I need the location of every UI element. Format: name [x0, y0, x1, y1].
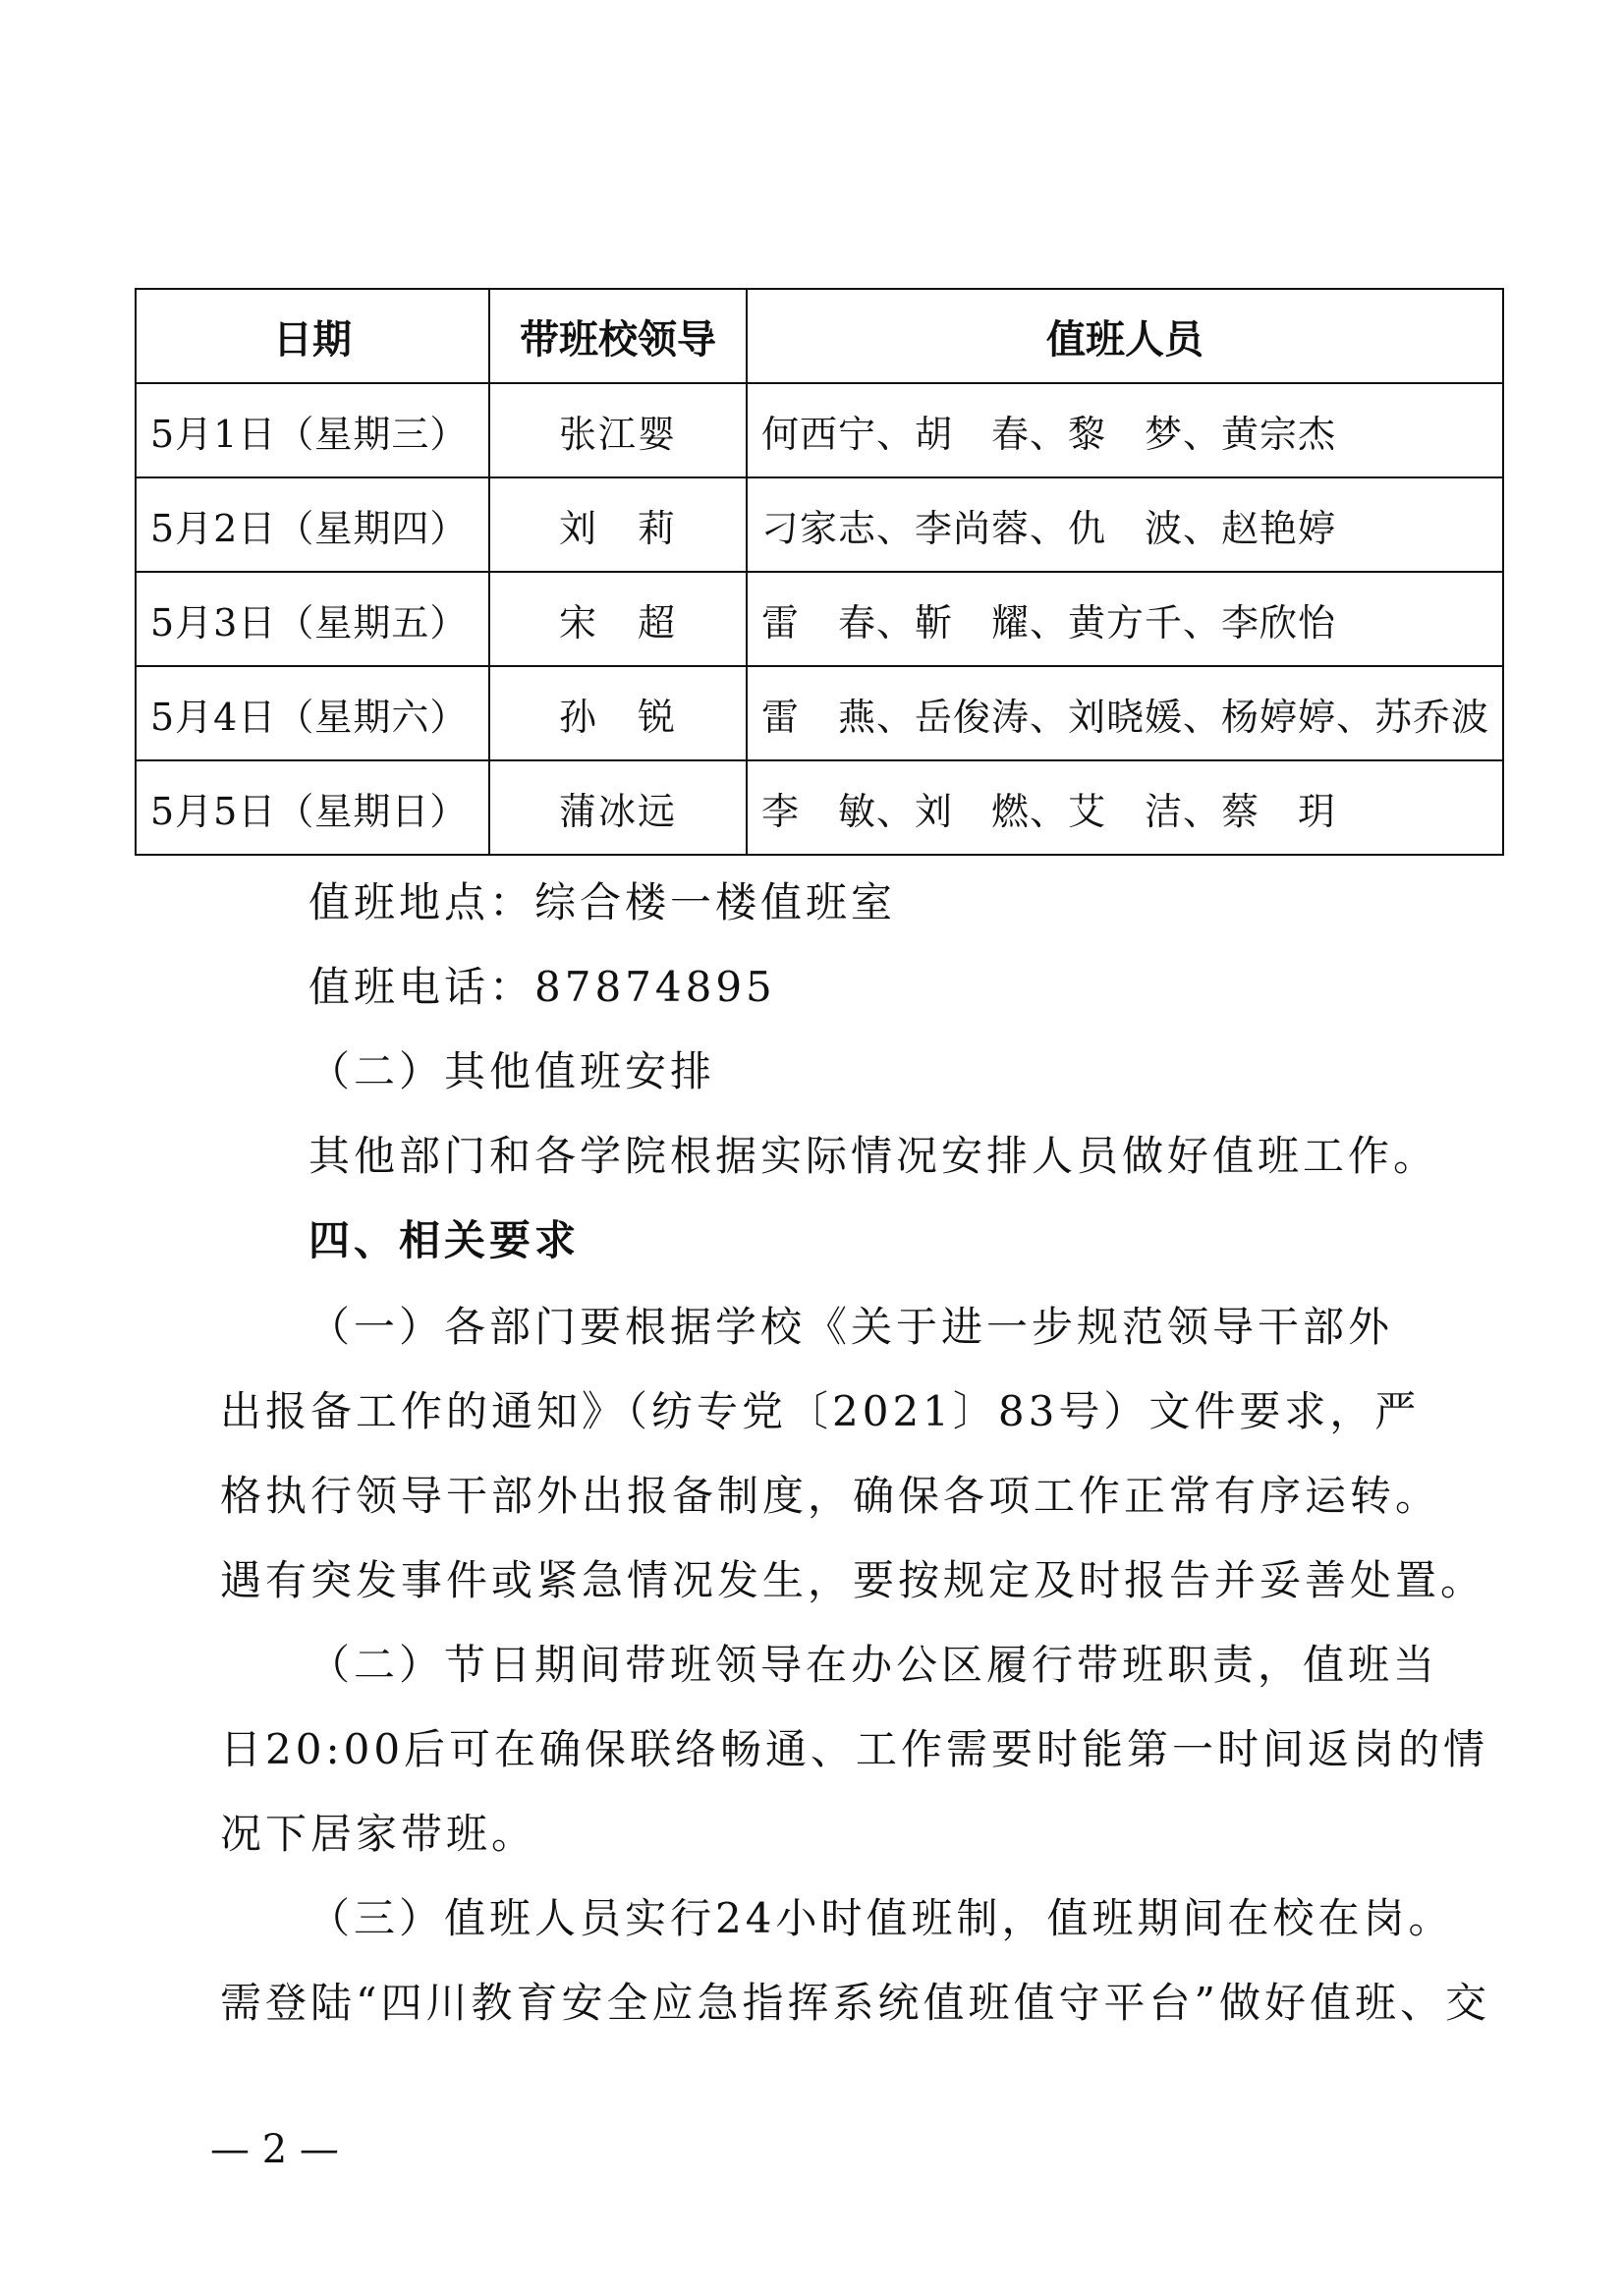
section-other-text: 其他部门和各学院根据实际情况安排人员做好值班工作。 — [308, 1132, 1439, 1180]
requirement-1-line-4: 遇有突发事件或紧急情况发生，要按规定及时报告并妥善处置。 — [220, 1556, 1486, 1604]
table-row — [136, 666, 1503, 760]
row-date: 5月2日（星期四） — [136, 477, 489, 572]
row-leader: 孙 锐 — [489, 666, 747, 760]
duty-location: 值班地点：综合楼一楼值班室 — [308, 878, 897, 926]
row-leader: 蒲冰远 — [489, 760, 747, 855]
table-row — [136, 383, 1503, 477]
requirement-3-line-2: 需登陆“四川教育安全应急指挥系统值班值守平台”做好值班、交 — [220, 1979, 1490, 2027]
requirement-1-line-1: （一）各部门要根据学校《关于进一步规范领导干部外 — [308, 1303, 1394, 1351]
row-staff: 刁家志、李尚蓉、仇 波、赵艳婷 — [747, 477, 1503, 572]
header-staff: 值班人员 — [747, 289, 1503, 383]
page-number: — 2 — — [210, 2127, 339, 2172]
row-date: 5月5日（星期日） — [136, 760, 489, 855]
requirement-2-line-1: （二）节日期间带班领导在办公区履行带班职责，值班当 — [308, 1641, 1439, 1689]
requirement-1-line-3: 格执行领导干部外出报备制度，确保各项工作正常有序运转。 — [220, 1472, 1441, 1520]
table-row — [136, 760, 1503, 855]
row-date: 5月3日（星期五） — [136, 572, 489, 666]
row-leader: 刘 莉 — [489, 477, 747, 572]
row-staff: 雷 春、靳 耀、黄方千、李欣怡 — [747, 572, 1503, 666]
table-row — [136, 572, 1503, 666]
row-date: 5月4日（星期六） — [136, 666, 489, 760]
table-header-row — [136, 289, 1503, 383]
table-row — [136, 477, 1503, 572]
requirement-1-line-2: 出报备工作的通知》（纺专党〔2021〕83号）文件要求，严 — [220, 1387, 1421, 1435]
row-staff: 李 敏、刘 燃、艾 洁、蔡 玥 — [747, 760, 1503, 855]
row-staff: 雷 燕、岳俊涛、刘晓媛、杨婷婷、苏乔波 — [747, 666, 1503, 760]
requirement-3-line-1: （三）值班人员实行24小时值班制，值班期间在校在岗。 — [308, 1894, 1454, 1942]
header-leader: 带班校领导 — [489, 289, 747, 383]
header-date: 日期 — [136, 289, 489, 383]
row-staff: 何西宁、胡 春、黎 梦、黄宗杰 — [747, 383, 1503, 477]
row-leader: 张江婴 — [489, 383, 747, 477]
duty-schedule-table — [135, 288, 1504, 856]
row-leader: 宋 超 — [489, 572, 747, 666]
section4-title: 四、相关要求 — [308, 1216, 581, 1264]
duty-phone: 值班电话：87874895 — [308, 963, 776, 1011]
row-date: 5月1日（星期三） — [136, 383, 489, 477]
requirement-2-line-3: 况下居家带班。 — [220, 1810, 537, 1858]
section-other-title: （二）其他值班安排 — [308, 1047, 716, 1095]
requirement-2-line-2: 日20:00后可在确保联络畅通、工作需要时能第一时间返岗的情 — [220, 1725, 1489, 1773]
